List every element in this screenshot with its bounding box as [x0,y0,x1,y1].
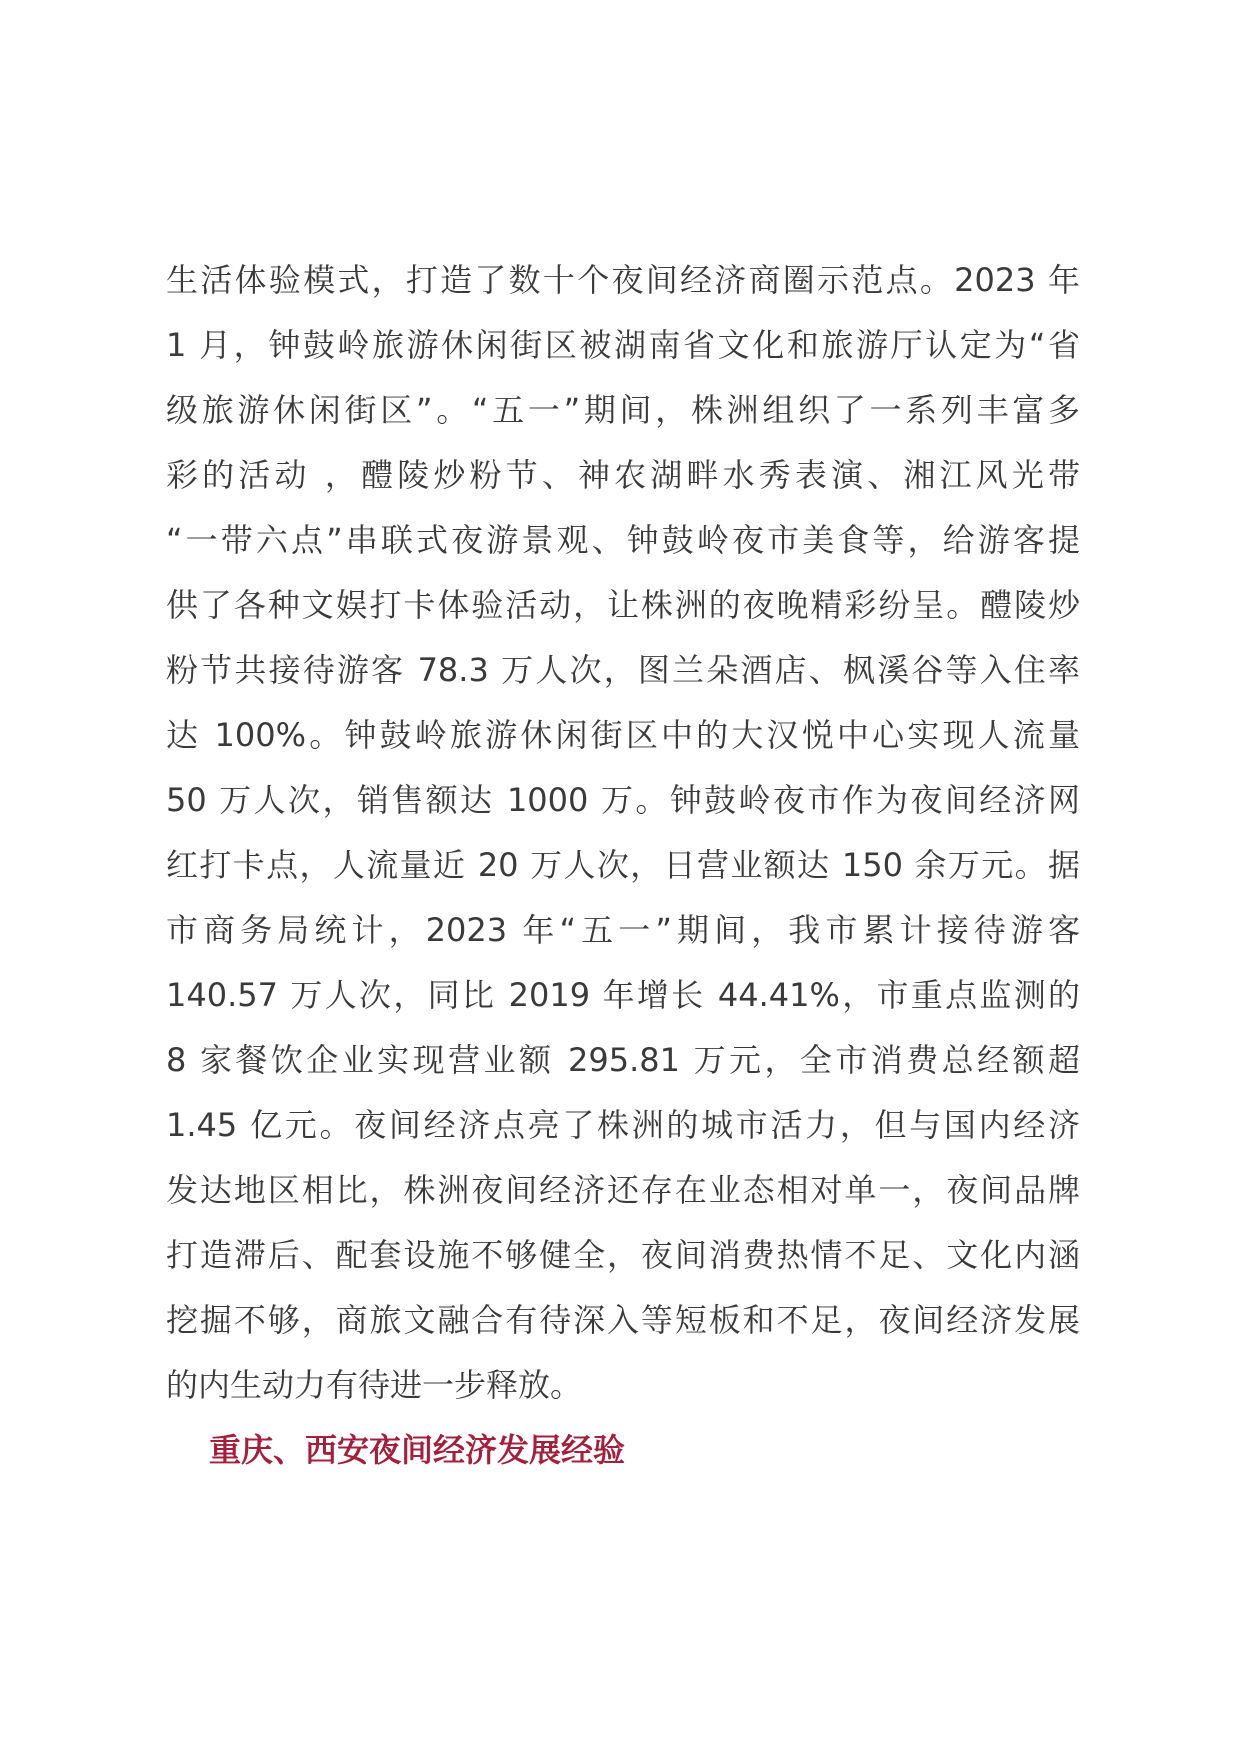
paragraph-line: 8 家餐饮企业实现营业额 295.81 万元，全市消费总经额超 [166,1041,1080,1079]
paragraph-line: 140.57 万人次，同比 2019 年增长 44.41%，市重点监测的 [166,976,1080,1014]
paragraph-line: 的内生动力有待进一步释放。 [166,1366,583,1404]
paragraph-line: 1.45 亿元。夜间经济点亮了株洲的城市活力，但与国内经济 [166,1106,1080,1144]
paragraph-line: 挖掘不够，商旅文融合有待深入等短板和不足，夜间经济发展 [166,1301,1080,1339]
paragraph-line: 红打卡点，人流量近 20 万人次，日营业额达 150 余万元。据 [166,846,1080,884]
paragraph-line: 达 100%。钟鼓岭旅游休闲街区中的大汉悦中心实现人流量 [166,716,1080,754]
paragraph-line: 市商务局统计，2023 年“五一”期间，我市累计接待游客 [166,911,1080,949]
paragraph-line: 1 月，钟鼓岭旅游休闲街区被湖南省文化和旅游厅认定为“省 [166,326,1080,364]
paragraph-line: 发达地区相比，株洲夜间经济还存在业态相对单一，夜间品牌 [166,1171,1080,1209]
body-paragraph [166,248,1080,1418]
paragraph-line: 50 万人次，销售额达 1000 万。钟鼓岭夜市作为夜间经济网 [166,781,1080,819]
paragraph-line: 彩的活动 ，醴陵炒粉节、神农湖畔水秀表演、湘江风光带 [166,456,1080,494]
paragraph-line: 供了各种文娱打卡体验活动，让株洲的夜晚精彩纷呈。醴陵炒 [166,586,1080,624]
paragraph-line: “一带六点”串联式夜游景观、钟鼓岭夜市美食等，给游客提 [166,521,1080,559]
paragraph-line: 粉节共接待游客 78.3 万人次，图兰朵酒店、枫溪谷等入住率 [166,651,1080,689]
paragraph-line: 级旅游休闲街区”。“五一”期间，株洲组织了一系列丰富多 [166,391,1080,429]
paragraph-line: 打造滞后、配套设施不够健全，夜间消费热情不足、文化内涵 [166,1236,1080,1274]
paragraph-line: 生活体验模式，打造了数十个夜间经济商圈示范点。2023 年 [166,261,1080,299]
section-heading: 重庆、西安夜间经济发展经验 [209,1431,626,1469]
